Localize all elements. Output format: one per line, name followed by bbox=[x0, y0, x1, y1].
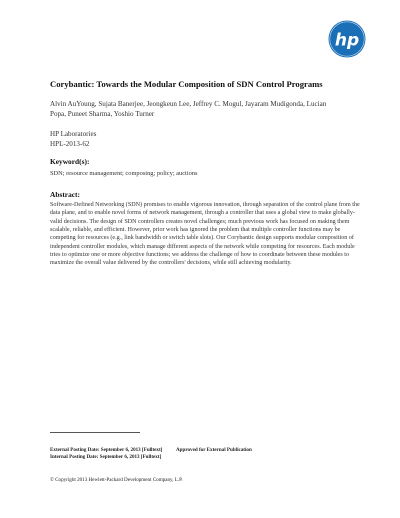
external-posting-date: External Posting Date: September 6, 2013 [Fulltext] bbox=[50, 447, 163, 453]
copyright-notice: © Copyright 2013 Hewlett-Packard Development Company, L.P. bbox=[50, 477, 183, 483]
internal-posting-date: Internal Posting Date: September 6, 2013 [Fulltext] bbox=[50, 454, 162, 460]
affiliation-block bbox=[50, 130, 96, 149]
authors-line-1: Alvin AuYoung, Sujata Banerjee, Jeongkeun Lee, Jeffrey C. Mogul, Jayaram Mudigonda, Lucian bbox=[50, 100, 327, 108]
affiliation: HP Laboratories bbox=[50, 130, 97, 138]
document-title: Corybantic: Towards the Modular Composition of SDN Control Programs bbox=[50, 79, 323, 89]
keywords-text: SDN; resource management; composing; policy; auctions bbox=[50, 170, 198, 177]
abstract-text: Software-Defined Networking (SDN) promises to enable vigorous innovation, through separation of the control plane from the data plane, and to enable novel forms of network management, through a controller that uses a global view to make globally-valid decisions. The design of SDN controllers creates novel challenges; much previous work has focused on making them scalable, reliable, and efficient. However, prior work has ignored the problem that multiple controller functions may be competing for resources (e.g., link bandwidth or switch table slots). Our Corybantic design supports modular composition of independent controller modules, which manage different aspects of the network while competing for resources. Each module tries to optimize one or more objective functions; we address the challenge of how to coordinate between these modules to maximize the overall value delivered by the controllers' decisions, while still achieving modularity. bbox=[50, 202, 360, 267]
approval-status: Approved for External Publication bbox=[176, 447, 252, 453]
abstract-heading: Abstract: bbox=[50, 190, 80, 199]
hp-logo-text: hp bbox=[334, 30, 360, 51]
keywords-heading: Keyword(s): bbox=[50, 157, 90, 166]
authors-line-2: Popa, Puneet Sharma, Yoshio Turner bbox=[50, 109, 155, 118]
footer-divider bbox=[50, 432, 140, 433]
hp-logo-icon bbox=[328, 20, 366, 58]
author-list bbox=[50, 100, 370, 119]
hp-logo bbox=[328, 20, 366, 58]
report-number: HPL-2013-62 bbox=[50, 139, 90, 148]
